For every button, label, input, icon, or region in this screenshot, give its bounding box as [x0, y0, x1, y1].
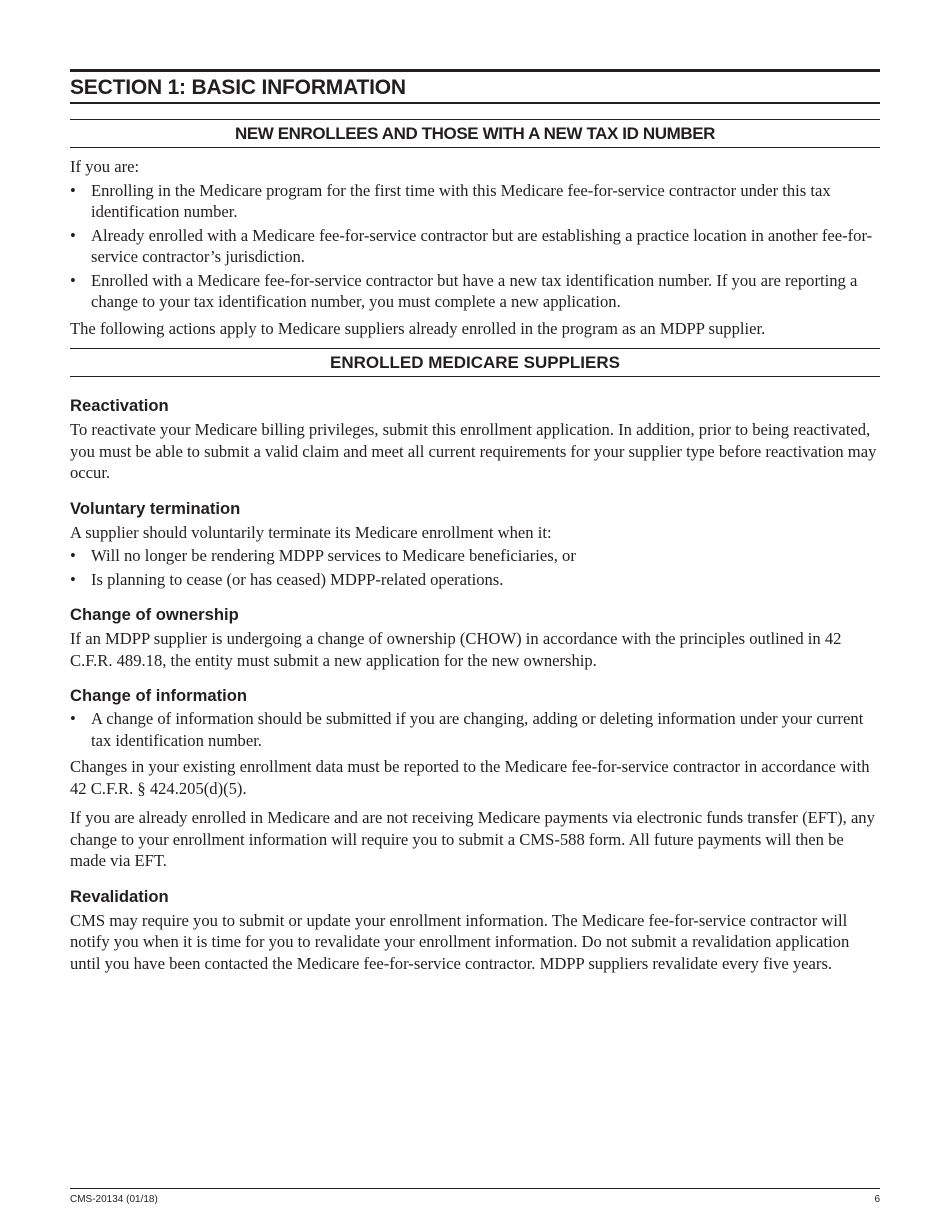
change-of-ownership-heading: Change of ownership	[70, 605, 239, 624]
new-enrollees-list	[70, 180, 880, 313]
list-item-text: Is planning to cease (or has ceased) MDPP-related operations.	[91, 569, 504, 589]
change-of-information-para-2: If you are already enrolled in Medicare and are not receiving Medicare payments via electronic funds transfer (EFT), any change to your enrollment information will require you to submit a CMS-588 form. All future payments will then be made via EFT.	[70, 808, 875, 870]
voluntary-termination-text: A supplier should voluntarily terminate its Medicare enrollment when it:	[70, 522, 552, 542]
reactivation-heading: Reactivation	[70, 396, 169, 415]
section-title: SECTION 1: BASIC INFORMATION	[70, 69, 880, 104]
form-id: CMS-20134 (01/18)	[70, 1194, 158, 1205]
list-item-text: A change of information should be submitted if you are changing, adding or deleting information under your current tax identification number.	[91, 709, 864, 750]
list-item	[70, 180, 880, 223]
reactivation-text: To reactivate your Medicare billing privileges, submit this enrollment application. In addition, prior to being reactivated, you must be able to submit a valid claim and meet all current requirements for your supplier type before reactivation may occur.	[70, 420, 877, 482]
bullet-icon: •	[70, 709, 76, 728]
list-item-text: Enrolled with a Medicare fee-for-service contractor but have a new tax identification number. If you are reporting a change to your tax identification number, you must complete a new application.	[91, 270, 858, 311]
list-item	[70, 708, 880, 751]
document-page	[70, 0, 880, 974]
page-footer	[70, 1188, 880, 1205]
list-item-text: Will no longer be rendering MDPP services to Medicare beneficiaries, or	[91, 546, 576, 565]
list-item	[70, 225, 880, 268]
new-enrollees-intro: If you are:	[70, 157, 140, 176]
list-item-text: Already enrolled with a Medicare fee-for-service contractor but are establishing a practice location in another fee-for-service contractor’s jurisdiction.	[91, 225, 873, 266]
list-item	[70, 270, 880, 313]
change-of-information-heading: Change of information	[70, 686, 247, 705]
revalidation-text: CMS may require you to submit or update your enrollment information. The Medicare fee-for-service contractor will notify you when it is time for you to revalidate your enrollment information. Do not submit a revalidation application until you have been contacted the Medicare fee-for-service contractor. MDPP suppliers revalidate every five years.	[70, 910, 850, 973]
change-of-information-list	[70, 708, 880, 751]
revalidation-heading: Revalidation	[70, 886, 169, 906]
list-item	[70, 569, 880, 591]
list-item	[70, 545, 880, 567]
voluntary-termination-list	[70, 545, 880, 590]
change-of-ownership-text: If an MDPP supplier is undergoing a change of ownership (CHOW) in accordance with the principles outlined in 42 C.F.R. 489.18, the entity must submit a new application for the new ownership.	[70, 629, 842, 670]
bullet-icon: •	[70, 225, 76, 245]
new-enrollees-closing: The following actions apply to Medicare suppliers already enrolled in the program as an MDPP supplier.	[70, 318, 766, 338]
bullet-icon: •	[70, 270, 76, 290]
enrolled-suppliers-heading: ENROLLED MEDICARE SUPPLIERS	[70, 348, 880, 377]
bullet-icon: •	[70, 180, 76, 200]
change-of-information-para-1: Changes in your existing enrollment data must be reported to the Medicare fee-for-service contractor in accordance with 42 C.F.R. § 424.205(d)(5).	[70, 757, 870, 798]
list-item-text: Enrolling in the Medicare program for the first time with this Medicare fee-for-service contractor under this tax identification number.	[91, 180, 831, 221]
voluntary-termination-heading: Voluntary termination	[70, 498, 241, 518]
page-number: 6	[874, 1194, 880, 1205]
bullet-icon: •	[70, 569, 76, 589]
bullet-icon: •	[70, 546, 76, 565]
new-enrollees-heading: NEW ENROLLEES AND THOSE WITH A NEW TAX ID NUMBER	[70, 119, 880, 148]
